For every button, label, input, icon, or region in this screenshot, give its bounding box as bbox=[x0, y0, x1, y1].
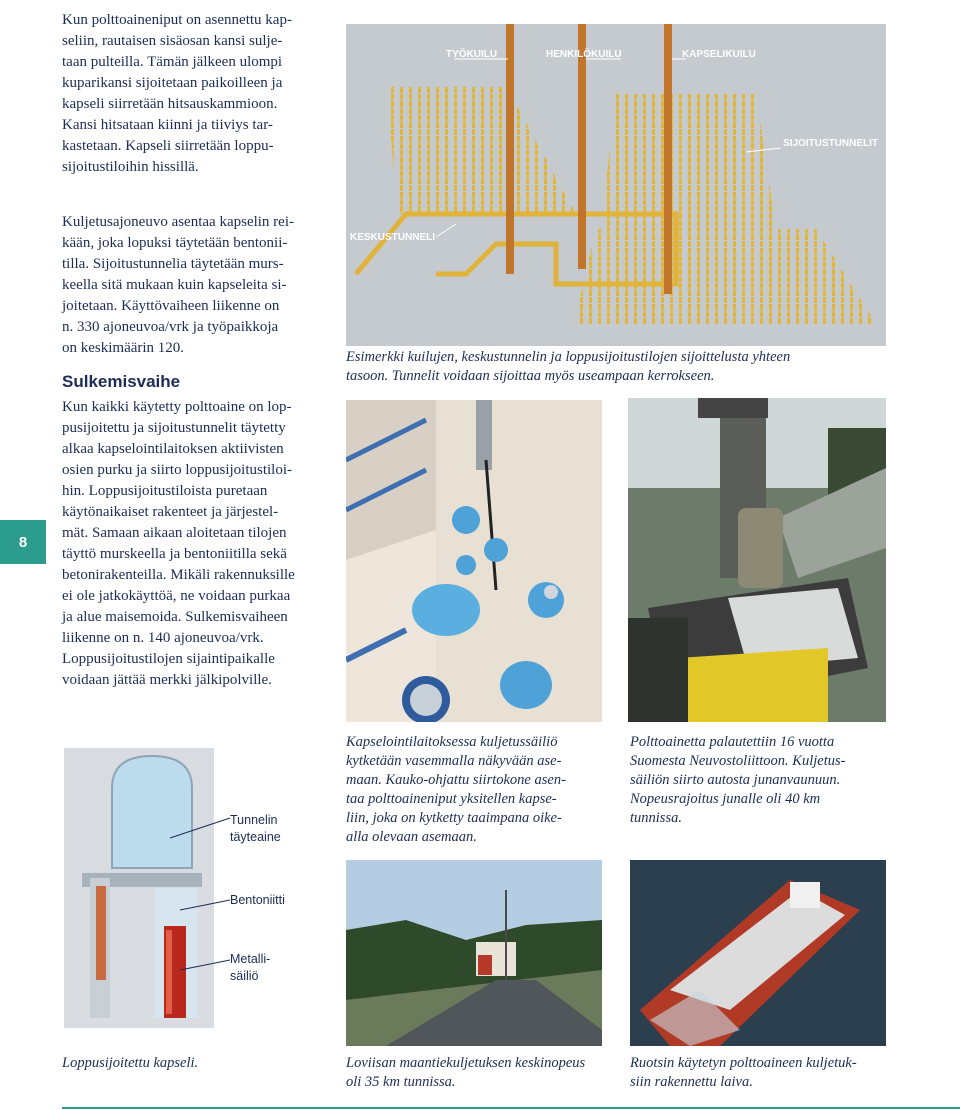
tunnel-grid-middle bbox=[601, 94, 776, 229]
paragraph-encapsulation-line: kuparikansi sijoitetaan paikoilleen ja bbox=[62, 75, 283, 91]
caption-encapsulation-plant-line: maan. Kauko-ohjattu siirtokone asen- bbox=[346, 772, 566, 788]
repository-layout-diagram bbox=[346, 24, 886, 346]
caption-transport-ship-line: Ruotsin käytetyn polttoaineen kuljetuk- bbox=[630, 1055, 857, 1071]
label-metallisailio bbox=[230, 951, 270, 985]
caption-encapsulation-plant-line: kytketään vasemmalla näkyvään ase- bbox=[346, 753, 562, 769]
shaft-henkilokuilu bbox=[578, 24, 586, 269]
paragraph-closing-phase-line: ei ole jatkokäyttöä, ne voidaan purkaa bbox=[62, 588, 291, 604]
caption-train-transfer-line: säiliön siirto autosta junanvaunuun. bbox=[630, 772, 841, 788]
caption-encapsulation-plant-line: liin, joka on kytketty taaimpana oike- bbox=[346, 810, 562, 826]
encapsulation-graphic bbox=[346, 400, 602, 722]
paragraph-closing-phase-line: Loppusijoitustilojen sijaintipaikalle bbox=[62, 651, 275, 667]
caption-encapsulation-plant-line: Kapselointilaitoksessa kuljetussäiliö bbox=[346, 734, 558, 750]
paragraph-closing-phase-line: pusijoitettu ja sijoitustunnelit täytetty bbox=[62, 420, 286, 436]
shaft-tyokuilu bbox=[506, 24, 514, 274]
ship-photo-graphic bbox=[630, 860, 886, 1046]
encapsulation-plant-illustration bbox=[346, 400, 602, 722]
caption-encapsulation-plant-line: taa polttoaineniput yksitellen kapse- bbox=[346, 791, 557, 807]
label-tunnelin-tayteaine bbox=[230, 812, 281, 846]
label-metalli-line1: Metalli- bbox=[230, 952, 271, 966]
paragraph-encapsulation-line: sijoitustiloihin hissillä. bbox=[62, 159, 199, 175]
paragraph-transport-vehicle-line: on keskimäärin 120. bbox=[62, 340, 185, 356]
label-metalli-line2: säiliö bbox=[230, 969, 259, 983]
caption-train-transfer-line: Suomesta Neuvostoliittoon. Kuljetus- bbox=[630, 753, 846, 769]
paragraph-closing-phase-line: hin. Loppusijoitustiloista puretaan bbox=[62, 483, 268, 499]
caption-capsule: Loppusijoitettu kapseli. bbox=[62, 1055, 199, 1071]
label-keskustunneli: KESKUSTUNNELI bbox=[350, 232, 436, 243]
label-tyokuilu: TYÖKUILU bbox=[446, 49, 498, 60]
paragraph-closing-phase-line: ja alue maisemoida. Sulkemisvaiheen bbox=[62, 609, 288, 625]
caption-train-transfer-line: Nopeusrajoitus junalle oli 40 km bbox=[630, 791, 821, 807]
paragraph-encapsulation-line: taan pulteilla. Tämän jälkeen ulompi bbox=[62, 54, 283, 70]
paragraph-closing-phase-line: täyttö murskeella ja bentoniitilla sekä bbox=[62, 546, 287, 562]
transport-ship-photo bbox=[630, 860, 886, 1046]
caption-encapsulation-plant bbox=[346, 733, 616, 847]
paragraph-transport-vehicle-line: Kuljetusajoneuvo asentaa kapselin rei- bbox=[62, 214, 295, 230]
capsule-leader-lines bbox=[160, 760, 240, 990]
caption-repository-layout-line: tasoon. Tunnelit voidaan sijoittaa myös useampaan kerrokseen. bbox=[346, 368, 715, 384]
paragraph-closing-phase-line: betonirakenteilla. Mikäli rakennuksille bbox=[62, 567, 295, 583]
caption-train-transfer bbox=[630, 733, 900, 828]
paragraph-encapsulation-line: Kun polttoaineniput on asennettu kap- bbox=[62, 12, 292, 28]
paragraph-transport-vehicle-line: joitetaan. Käyttövaiheen liikenne on bbox=[62, 298, 280, 314]
shaft-kapselikuilu bbox=[664, 24, 672, 294]
caption-train-transfer-line: Polttoainetta palautettiin 16 vuotta bbox=[630, 734, 835, 750]
paragraph-encapsulation-line: seliin, rautaisen sisäosan kansi sulje- bbox=[62, 33, 283, 49]
paragraph-encapsulation-line: kapseli siirretään hitsauskammioon. bbox=[62, 96, 278, 112]
label-tunnelin-line1: Tunnelin bbox=[230, 813, 278, 827]
paragraph-encapsulation-line: Kansi hitsataan kiinni ja tiiviys tar- bbox=[62, 117, 273, 133]
paragraph-encapsulation bbox=[62, 10, 332, 178]
paragraph-closing-phase bbox=[62, 397, 332, 691]
paragraph-closing-phase-line: Kun kaikki käytetty polttoaine on lop- bbox=[62, 399, 292, 415]
repository-diagram-graphic bbox=[346, 24, 886, 346]
label-kapselikuilu: KAPSELIKUILU bbox=[682, 49, 756, 60]
caption-transport-ship bbox=[630, 1054, 910, 1092]
road-transport-photo bbox=[346, 860, 602, 1046]
caption-repository-layout bbox=[346, 348, 906, 386]
caption-transport-ship-line: siin rakennettu laiva. bbox=[630, 1074, 753, 1090]
label-sijoitustunnelit: SIJOITUSTUNNELIT bbox=[783, 138, 879, 149]
paragraph-closing-phase-line: mät. Samaan aikaan aloitetaan tilojen bbox=[62, 525, 287, 541]
caption-road-transport bbox=[346, 1054, 626, 1092]
paragraph-transport-vehicle-line: n. 330 ajoneuvoa/vrk ja työpaikkoja bbox=[62, 319, 279, 335]
paragraph-closing-phase-line: alkaa kapselointilaitoksen aktiivisten bbox=[62, 441, 284, 457]
page-number: 8 bbox=[18, 533, 28, 551]
caption-train-transfer-line: tunnissa. bbox=[630, 810, 682, 826]
paragraph-closing-phase-line: osien purku ja siirto loppusijoitustiloi- bbox=[62, 462, 292, 478]
label-bentoniitti: Bentoniitti bbox=[230, 893, 285, 907]
caption-encapsulation-plant-line: alla olevaan asemaan. bbox=[346, 829, 477, 845]
paragraph-transport-vehicle-line: keella sitä mukaan kuin kapseleita si- bbox=[62, 277, 287, 293]
caption-road-transport-line: oli 35 km tunnissa. bbox=[346, 1074, 456, 1090]
capsule-label-lines bbox=[160, 760, 240, 995]
caption-road-transport-line: Loviisan maantiekuljetuksen keskinopeus bbox=[346, 1055, 586, 1071]
paragraph-transport-vehicle-line: kään, joka lopuksi täytetään bentonii- bbox=[62, 235, 288, 251]
page-number-tab bbox=[0, 520, 46, 564]
paragraph-transport-vehicle bbox=[62, 212, 332, 359]
paragraph-closing-phase-line: liikenne on n. 140 ajoneuvoa/vrk. bbox=[62, 630, 264, 646]
paragraph-encapsulation-line: kastetaan. Kapseli siirretään loppu- bbox=[62, 138, 274, 154]
section-heading: Sulkemisvaihe bbox=[62, 372, 181, 391]
paragraph-closing-phase-line: käytönaikaiset rakenteet ja järjestel- bbox=[62, 504, 279, 520]
label-tunnelin-line2: täyteaine bbox=[230, 830, 281, 844]
caption-repository-layout-line: Esimerkki kuilujen, keskustunnelin ja loppusijoitustilojen sijoittelusta yhteen bbox=[346, 349, 791, 365]
train-photo-graphic bbox=[628, 398, 886, 722]
footer-rule bbox=[62, 1107, 960, 1109]
paragraph-closing-phase-line: voidaan jättää merkki jälkipolville. bbox=[62, 672, 272, 688]
label-henkilokuilu: HENKILÖKUILU bbox=[546, 49, 622, 60]
train-transfer-photo bbox=[628, 398, 886, 722]
paragraph-transport-vehicle-line: tilla. Sijoitustunnelia täytetään murs- bbox=[62, 256, 284, 272]
road-photo-graphic bbox=[346, 860, 602, 1046]
